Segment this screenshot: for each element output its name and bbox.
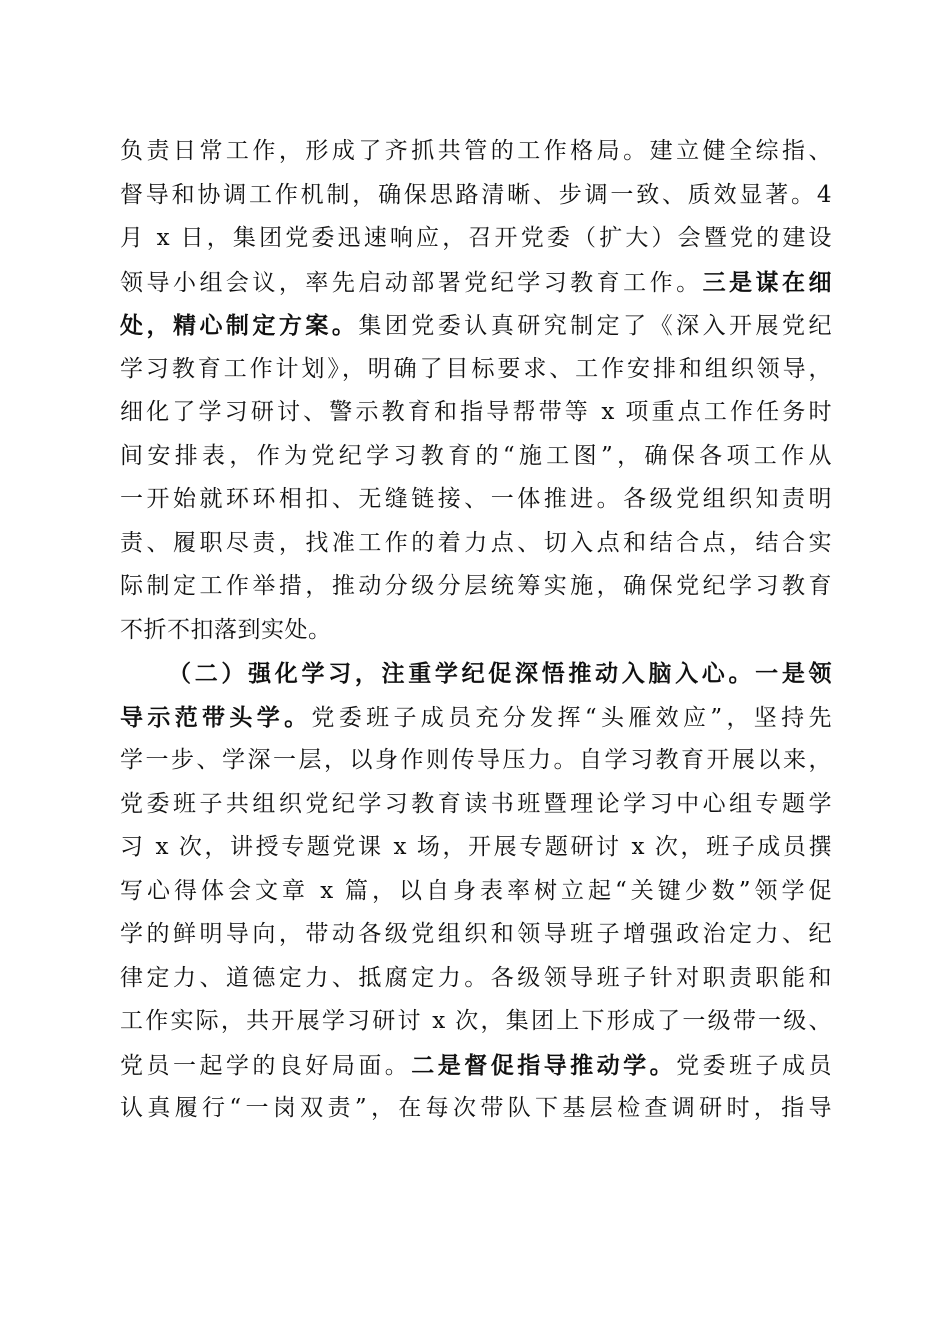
text-line: 月 x 日，集团党委迅速响应，召开党委（扩大）会暨党的建设: [120, 225, 832, 251]
text-line: 工作实际，共开展学习研讨 x 次，集团上下形成了一级带一级、: [120, 1008, 832, 1034]
text-line: [120, 1044, 832, 1088]
text-line: [120, 261, 832, 305]
text-line: 责、履职尽责，找准工作的着力点、切入点和结合点，结合实: [120, 529, 832, 556]
paragraph-2: [120, 652, 832, 1131]
text-line: 律定力、道德定力、抵腐定力。各级领导班子针对职责职能和: [120, 964, 832, 991]
section-heading-line: （二）强化学习，注重学纪促深悟推动入脑入心。一是领: [168, 660, 832, 687]
text-line: [120, 304, 832, 348]
text-line: 学一步、学深一层，以身作则传导压力。自学习教育开展以来，: [120, 747, 832, 773]
text-line: 间安排表，作为党纪学习教育的“施工图”，确保各项工作从: [120, 442, 832, 469]
text-line: 细化了学习研讨、警示教育和指导帮带等 x 项重点工作任务时: [120, 399, 832, 425]
bold-heading-run: 处，精心制定方案。: [120, 312, 359, 339]
text-line: 学习教育工作计划》，明确了目标要求、工作安排和组织领导，: [120, 355, 832, 382]
text-run: 党员一起学的良好局面。: [120, 1052, 412, 1079]
text-line: 督导和协调工作机制，确保思路清晰、步调一致、质效显著。4: [120, 181, 832, 208]
text-line: 不折不扣落到实处。: [120, 616, 332, 643]
bold-heading-run: 导示范带头学。: [120, 703, 312, 731]
text-line: 党委班子共组织党纪学习教育读书班暨理论学习中心组专题学: [120, 790, 832, 817]
text-line: 写心得体会文章 x 篇，以自身表率树立起“关键少数”领学促: [120, 877, 832, 904]
text-run: 集团党委认真研究制定了《深入开展党纪: [358, 313, 833, 339]
text-line: 际制定工作举措，推动分级分层统筹实施，确保党纪学习教育: [120, 573, 832, 599]
bold-heading-run: 二是督促指导推动学。: [411, 1051, 677, 1079]
document-body: [120, 130, 832, 1131]
text-line: [120, 696, 832, 740]
text-run: 党委班子成员: [676, 1052, 833, 1079]
text-line: 一开始就环环相扣、无缝链接、一体推进。各级党组织知责明: [120, 486, 832, 512]
paragraph-1: [120, 130, 832, 652]
text-line: 习 x 次，讲授专题党课 x 场，开展专题研讨 x 次，班子成员撰: [120, 834, 832, 860]
text-line: 负责日常工作，形成了齐抓共管的工作格局。建立健全综指、: [120, 138, 832, 164]
bold-heading-run: 三是谋在细: [702, 268, 833, 296]
text-line: 学的鲜明导向，带动各级党组织和领导班子增强政治定力、纪: [120, 921, 832, 947]
text-run: 领导小组会议，率先启动部署党纪学习教育工作。: [120, 269, 703, 296]
text-run: 党委班子成员充分发挥“头雁效应”，坚持先: [311, 704, 832, 731]
text-line: 认真履行“一岗双责”，在每次带队下基层检查调研时，指导: [120, 1095, 832, 1121]
